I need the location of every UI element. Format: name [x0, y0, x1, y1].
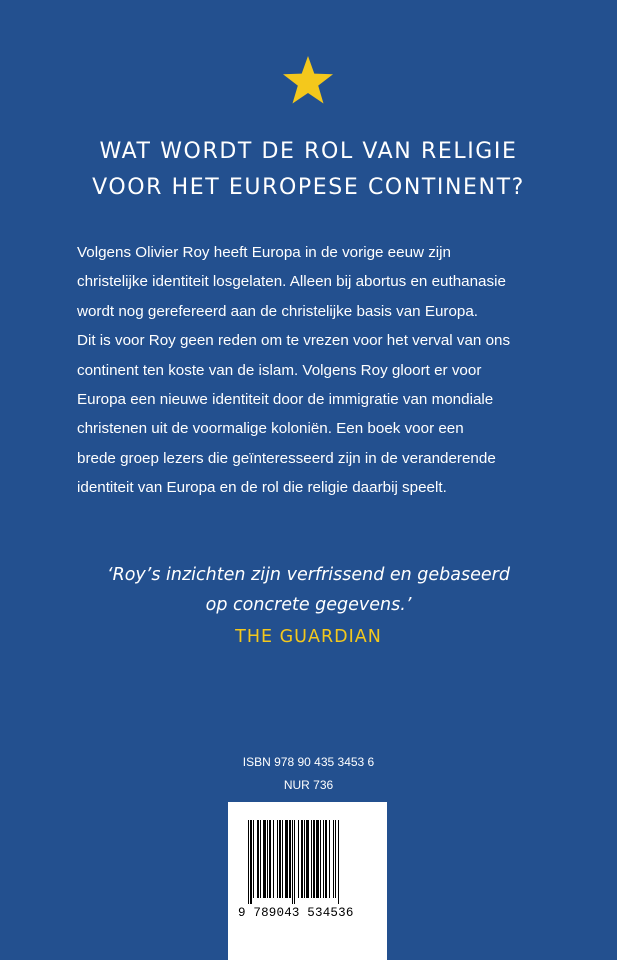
barcode-bar: [248, 820, 249, 904]
quote-line: ‘Roy’s inzichten zijn verfrissend en gebaseerd: [107, 565, 510, 585]
barcode-bar: [253, 820, 254, 898]
barcode-bar: [338, 820, 339, 904]
barcode-bar: [316, 820, 319, 898]
barcode-bar: [263, 820, 266, 898]
barcode-bar: [294, 820, 295, 904]
barcode-bar: [289, 820, 291, 898]
blurb-line: Volgens Olivier Roy heeft Europa in de vorige eeuw zijn: [77, 244, 451, 261]
barcode-bar: [323, 820, 324, 898]
blurb-line: continent ten koste van de islam. Volgens Roy gloort er voor: [77, 361, 482, 379]
quote-source: THE GUARDIAN: [235, 627, 382, 647]
barcode-bar: [267, 820, 268, 898]
barcode-bar: [298, 820, 299, 898]
barcode-bar: [329, 820, 330, 898]
barcode-bar: [304, 820, 305, 898]
blurb-line: christenen uit de voormalige koloniën. Een boek voor een: [77, 420, 464, 438]
barcode-bar: [301, 820, 303, 898]
blurb-line: christelijke identiteit losgelaten. Alleen bij abortus en euthanasie: [77, 273, 506, 291]
barcode-bar: [273, 820, 274, 898]
barcode-number: 9 789043 534536: [238, 906, 354, 920]
heading-line: WAT WORDT DE ROL VAN RELIGIE: [99, 139, 518, 164]
barcode-bar: [250, 820, 252, 904]
barcode-bar: [279, 820, 281, 898]
quote-line: op concrete gegevens.’: [205, 595, 412, 615]
barcode-bar: [313, 820, 315, 898]
barcode-icon: [248, 820, 369, 904]
star-icon: [281, 54, 335, 108]
barcode-label: [228, 802, 387, 960]
blurb-line: Europa een nieuwe identiteit door de immigratie van mondiale: [77, 391, 494, 409]
review-quote: [0, 560, 617, 620]
blurb-line: wordt nog gerefereerd aan de christelijke basis van Europa.: [77, 302, 479, 320]
blurb-line: brede groep lezers die geïnteresseerd zijn in de veranderende: [77, 449, 496, 467]
barcode-bar: [292, 820, 293, 904]
isbn-text: ISBN 978 90 435 3453 6: [242, 755, 375, 769]
barcode-bar: [335, 820, 336, 898]
cover-heading: [0, 134, 617, 206]
barcode-bar: [311, 820, 312, 898]
heading-line: VOOR HET EUROPESE CONTINENT?: [92, 175, 525, 200]
barcode-bar: [260, 820, 261, 898]
barcode-bar: [320, 820, 321, 898]
blurb-line: identiteit van Europa en de rol die religie daarbij speelt.: [77, 479, 447, 497]
nur-code: NUR 736: [283, 778, 334, 792]
blurb: [77, 238, 557, 503]
barcode-bar: [333, 820, 334, 898]
barcode-bar: [269, 820, 271, 898]
barcode-bar: [306, 820, 309, 898]
barcode-bar: [282, 820, 283, 898]
barcode-bar: [277, 820, 278, 898]
barcode-bar: [257, 820, 259, 898]
barcode-bar: [325, 820, 327, 898]
barcode-bar: [285, 820, 288, 898]
blurb-line: Dit is voor Roy geen reden om te vrezen voor het verval van ons: [77, 332, 511, 350]
